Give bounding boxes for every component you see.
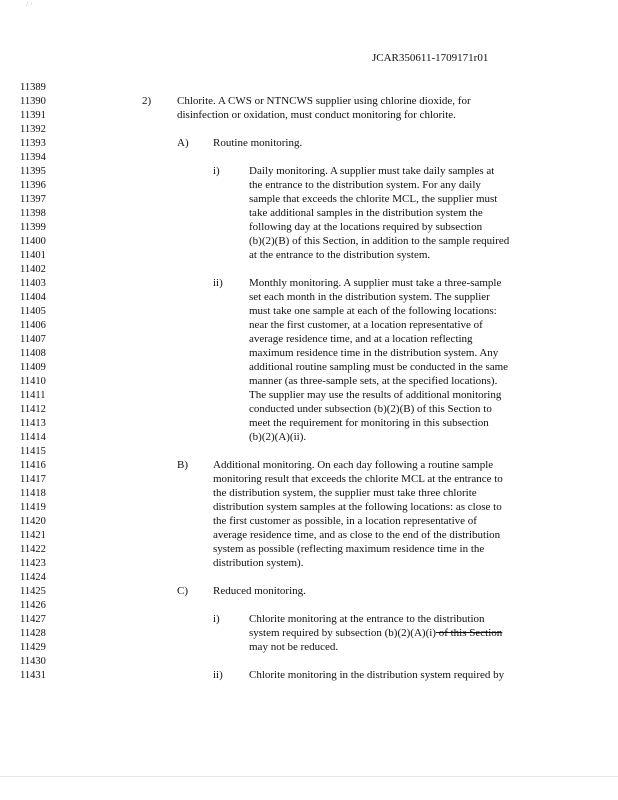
line-number: 11412 (20, 404, 46, 415)
line-number: 11416 (20, 460, 46, 471)
line-number: 11411 (20, 390, 46, 401)
line-number: 11407 (20, 334, 46, 345)
item-B-line: average residence time, and as close to the end of the distribution (213, 529, 501, 541)
item-A-ii-line: near the first customer, at a location representative of (249, 319, 483, 331)
line-number: 11401 (20, 250, 46, 261)
line-number: 11397 (20, 194, 46, 205)
item-B-line: Additional monitoring. On each day following a routine sample (213, 459, 494, 471)
line-number: 11430 (20, 656, 46, 667)
item-A-i-line: following day at the locations required by subsection (249, 221, 483, 233)
item-A-ii-line: maximum residence time in the distribution system. Any (249, 347, 499, 359)
item-A-ii-line: set each month in the distribution system. The supplier (249, 291, 490, 303)
line-number: 11402 (20, 264, 46, 275)
scan-corner-mark: / · (26, 0, 33, 9)
line-number: 11426 (20, 600, 46, 611)
line-number: 11429 (20, 642, 46, 653)
line-number: 11395 (20, 166, 46, 177)
line-number: 11394 (20, 152, 46, 163)
line-number: 11398 (20, 208, 46, 219)
item-A-i-line: (b)(2)(B) of this Section, in addition to the sample required (249, 235, 510, 247)
line-number: 11425 (20, 586, 46, 597)
line-number: 11418 (20, 488, 46, 499)
item-B-line: system as possible (reflecting maximum residence time in the (213, 543, 485, 555)
item-A-ii-line: must take one sample at each of the following locations: (249, 305, 497, 317)
item-A-ii-line: additional routine sampling must be conducted in the same (249, 361, 509, 373)
item-A-i-label: i) (213, 165, 220, 177)
item-C-i-line: may not be reduced. (249, 641, 339, 653)
item-A-i-line: the entrance to the distribution system. For any daily (249, 179, 481, 191)
item-A-i-line: at the entrance to the distribution system. (249, 249, 431, 261)
item-A-title: Routine monitoring. (213, 137, 303, 149)
item-C-ii-label: ii) (213, 669, 223, 681)
line-number: 11421 (20, 530, 46, 541)
item-B-line: monitoring result that exceeds the chlorite MCL at the entrance to (213, 473, 503, 485)
line-number: 11428 (20, 628, 46, 639)
line-number: 11414 (20, 432, 46, 443)
line-number: 11392 (20, 124, 46, 135)
line-number: 11404 (20, 292, 46, 303)
item-A-ii-line: conducted under subsection (b)(2)(B) of this Section to (249, 403, 492, 415)
item-A-ii-label: ii) (213, 277, 223, 289)
item-C-i-line: Chlorite monitoring at the entrance to the distribution (249, 613, 485, 625)
item-A-i-line: sample that exceeds the chlorite MCL, the supplier must (249, 193, 498, 205)
item-A-i-line: take additional samples in the distribution system the (249, 207, 483, 219)
line-number: 11390 (20, 96, 46, 107)
line-number: 11417 (20, 474, 46, 485)
line-number: 11396 (20, 180, 46, 191)
line-number: 11419 (20, 502, 46, 513)
line-number: 11413 (20, 418, 46, 429)
line-number: 11409 (20, 362, 46, 373)
line-number: 11422 (20, 544, 46, 555)
item-A-ii-line: (b)(2)(A)(ii). (249, 431, 307, 443)
item-B-label: B) (177, 459, 188, 471)
item-C-i-text: system required by subsection (b)(2)(A)(i) (249, 627, 436, 639)
line-number: 11391 (20, 110, 46, 121)
item-A-ii-line: The supplier may use the results of additional monitoring (249, 389, 502, 401)
line-number: 11415 (20, 446, 46, 457)
item-2-label: 2) (142, 95, 152, 107)
item-2-line: Chlorite. A CWS or NTNCWS supplier using chlorine dioxide, for (177, 95, 471, 107)
struck-text: of this Section (435, 627, 503, 639)
item-A-ii-line: manner (as three-sample sets, at the specified locations). (249, 375, 498, 387)
page-bottom-rule (0, 776, 618, 777)
line-number: 11405 (20, 306, 46, 317)
line-number: 11389 (20, 82, 46, 93)
item-B-line: distribution system samples at the following locations: as close to (213, 501, 502, 513)
line-number: 11400 (20, 236, 46, 247)
line-number: 11431 (20, 670, 46, 681)
item-B-line: the distribution system, the supplier must take three chlorite (213, 487, 477, 499)
document-id-header: JCAR350611-1709171r01 (372, 52, 489, 64)
item-C-i-line (249, 626, 502, 640)
item-B-line: the first customer as possible, in a location representative of (213, 515, 477, 527)
line-number: 11393 (20, 138, 46, 149)
line-number: 11420 (20, 516, 46, 527)
item-C-label: C) (177, 585, 188, 597)
line-number: 11410 (20, 376, 46, 387)
line-number: 11408 (20, 348, 46, 359)
line-number: 11399 (20, 222, 46, 233)
line-number: 11423 (20, 558, 46, 569)
item-2-line: disinfection or oxidation, must conduct monitoring for chlorite. (177, 109, 456, 121)
line-number: 11403 (20, 278, 46, 289)
item-A-label: A) (177, 137, 189, 149)
line-number: 11424 (20, 572, 46, 583)
item-A-ii-line: meet the requirement for monitoring in this subsection (249, 417, 489, 429)
item-C-title: Reduced monitoring. (213, 585, 306, 597)
line-number: 11427 (20, 614, 46, 625)
item-B-line: distribution system). (213, 557, 304, 569)
item-C-ii-line: Chlorite monitoring in the distribution system required by (249, 669, 505, 681)
item-A-ii-line: Monthly monitoring. A supplier must take a three-sample (249, 277, 502, 289)
item-A-ii-line: average residence time, and at a location reflecting (249, 333, 473, 345)
item-C-i-label: i) (213, 613, 220, 625)
line-number: 11406 (20, 320, 46, 331)
item-A-i-line: Daily monitoring. A supplier must take daily samples at (249, 165, 495, 177)
